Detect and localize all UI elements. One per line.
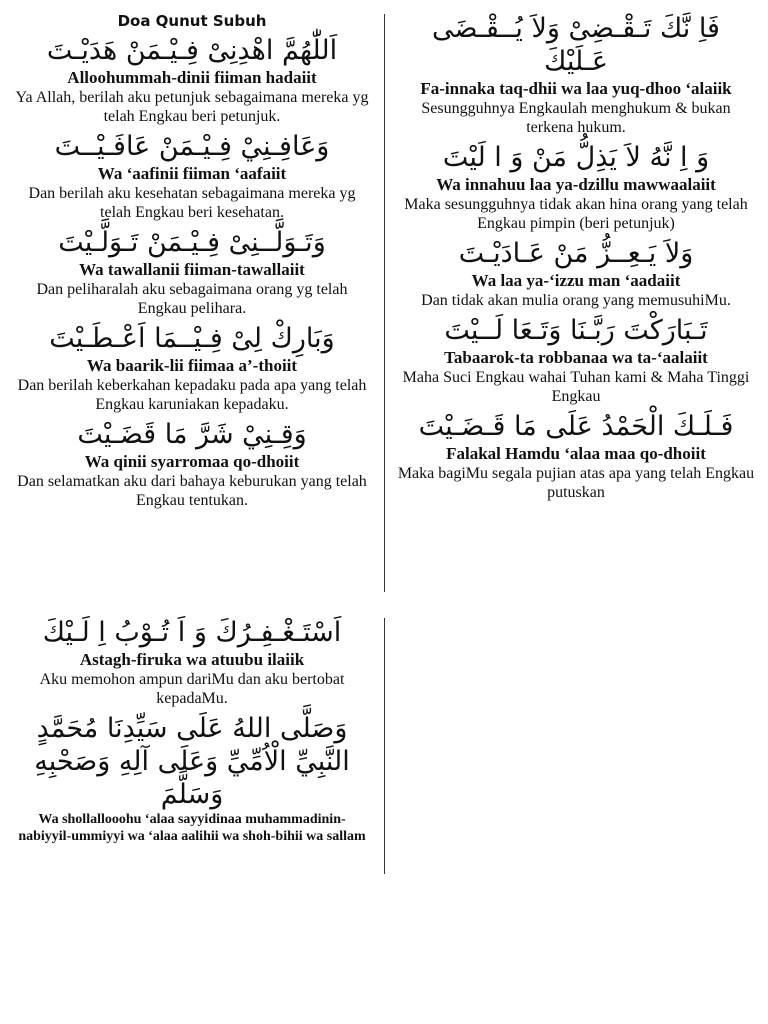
transliteration: Wa tawallanii fiiman-tawallaiit <box>79 260 305 279</box>
arabic-text: وَتَـوَلَّــنِىْ فِـيْـمَنْ تَـوَلَّـيْتَ <box>58 227 326 258</box>
arabic-text: فَـلَـكَ الْحَمْدُ عَلَى مَا قَـضَـيْتَ <box>418 411 734 442</box>
transliteration: Wa ‘aafinii fiiman ‘aafaiit <box>97 164 287 183</box>
transliteration: Alloohummah-dinii fiiman hadaiit <box>67 68 317 87</box>
translation: Ya Allah, berilah aku petunjuk sebagaimana mereka yg telah Engkau beri petunjuk. <box>15 89 369 125</box>
translation: Sesungguhnya Engkaulah menghukum & bukan terkena hukum. <box>421 100 731 136</box>
prayer-verse <box>12 130 372 222</box>
bottom-left-column <box>12 614 372 845</box>
translation: Maka bagiMu segala pujian atas apa yang telah Engkau putuskan <box>397 465 755 501</box>
prayer-verse <box>12 616 372 708</box>
transliteration: Fa-innaka taq-dhii wa laa yuq-dhoo ‘alaiik <box>420 79 732 98</box>
arabic-text: وَ اِ نَّهُ لاَ يَذِلُّ مَنْ وَ ا لَيْتَ <box>442 142 710 173</box>
translation: Maka sesungguhnya tidak akan hina orang yang telah Engkau pimpin (beri petunjuk) <box>404 196 748 232</box>
prayer-verse <box>396 410 756 502</box>
arabic-text: فَاِ نَّكَ تَـقْـضِىْ وَلاَ يُــقْـضَى عَـلَيْكَ <box>432 13 720 77</box>
translation: Dan selamatkan aku dari bahaya keburukan yang telah Engkau tentukan. <box>17 473 367 509</box>
transliteration: Wa innahuu laa ya-dzillu mawwaalaiit <box>436 175 716 194</box>
transliteration: Wa laa ya-‘izzu man ‘aadaiit <box>471 271 681 290</box>
translation: Aku memohon ampun dariMu dan aku bertobat kepadaMu. <box>39 671 345 707</box>
arabic-text: وَلاَ يَـعِــزُّ مَنْ عَـادَيْـتَ <box>458 238 694 269</box>
transliteration: Wa baarik-lii fiimaa a’-thoiit <box>86 356 298 375</box>
translation: Dan tidak akan mulia orang yang memusuhiMu. <box>421 292 731 309</box>
arabic-text: وَعَافِـنِيْ فِـيْـمَنْ عَافَـيْــتَ <box>54 131 330 162</box>
column-divider <box>384 14 385 592</box>
translation: Dan peliharalah aku sebagaimana orang yg telah Engkau pelihara. <box>36 281 348 317</box>
prayer-verse <box>396 314 756 406</box>
arabic-text: وَصَلَّى اللهُ عَلَى سَيِّدِنَا مُحَمَّدٍ النَّبِيِّ الْاُمِّيِّ وَعَلَى آلِهِ وَصَحْبِهِ وَسَلَّمَ <box>34 713 350 810</box>
arabic-text: وَقِـنِيْ شَرَّ مَا قَضَـيْتَ <box>77 419 307 450</box>
prayer-verse <box>12 418 372 510</box>
transliteration: Tabaarok-ta robbanaa wa ta-‘aalaiit <box>444 348 708 367</box>
page-title: Doa Qunut Subuh <box>117 12 267 30</box>
transliteration: Astagh-firuka wa atuubu ilaiik <box>79 650 305 669</box>
transliteration: Wa shollallooohu ‘alaa sayyidinaa muhammadinin-nabiyyil-ummiyyi wa ‘alaa aalihii wa shoh-bihii wa sallam <box>18 812 366 844</box>
prayer-verse <box>396 237 756 310</box>
arabic-text: تَـبَارَكْتَ رَبَّـنَا وَتَـعَا لَــيْتَ <box>444 315 708 346</box>
arabic-text: اَسْتَـغْـفِـرُكَ وَ اَ تُـوْبُ اِ لَـيْكَ <box>42 617 342 648</box>
prayer-verse <box>396 141 756 233</box>
prayer-verse <box>396 12 756 137</box>
translation: Maha Suci Engkau wahai Tuhan kami & Maha Tinggi Engkau <box>402 369 750 405</box>
arabic-text: اَللّٰهُمَّ اهْدِنِىْ فِـيْـمَنْ هَدَيْـتَ <box>46 35 338 66</box>
right-column <box>396 10 756 506</box>
transliteration: Falakal Hamdu ‘alaa maa qo-dhoiit <box>446 444 706 463</box>
transliteration: Wa qinii syarromaa qo-dhoiit <box>84 452 300 471</box>
prayer-verse <box>12 322 372 414</box>
prayer-verse <box>12 34 372 126</box>
left-column <box>12 10 372 514</box>
translation: Dan berilah keberkahan kepadaku pada apa yang telah Engkau karuniakan kepadaku. <box>17 377 367 413</box>
prayer-verse <box>12 226 372 318</box>
salawat-verse <box>12 712 372 845</box>
translation: Dan berilah aku kesehatan sebagaimana mereka yg telah Engkau beri kesehatan. <box>28 185 356 221</box>
column-divider-bottom <box>384 618 385 874</box>
arabic-text: وَبَارِكْ لِىْ فِـيْــمَا اَعْـطَـيْتَ <box>49 323 335 354</box>
